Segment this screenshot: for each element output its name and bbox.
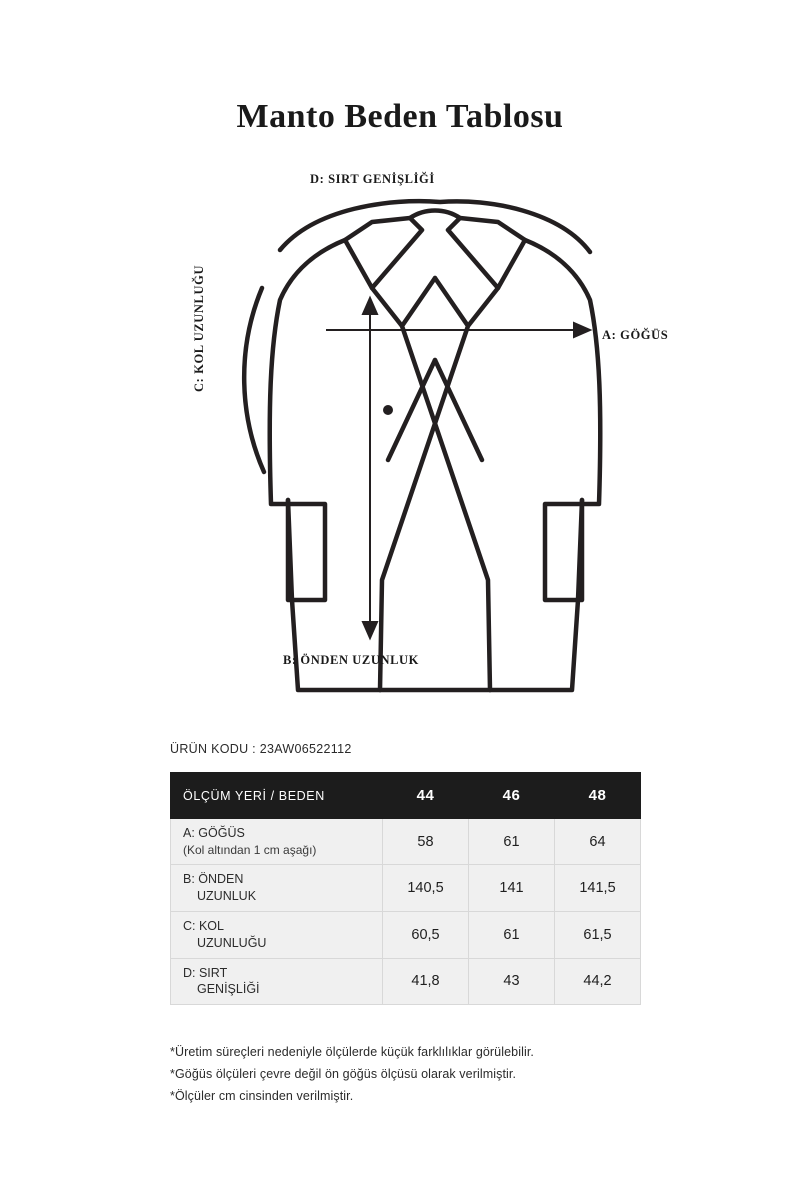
coat-measurement-diagram [140,160,700,700]
row-label-chest [171,819,383,865]
row-label-front-length-cont: UZUNLUK [197,888,257,903]
cell-chest-44: 58 [383,819,469,865]
cell-sleeve-length-46: 61 [469,911,555,958]
cell-sleeve-length-44: 60,5 [383,911,469,958]
note-2: *Göğüs ölçüleri çevre değil ön göğüs ölçüsü olarak verilmiştir. [170,1066,517,1081]
product-code: ÜRÜN KODU : 23AW06522112 [170,742,352,756]
row-label-chest-main: A: GÖĞÜS [183,826,245,840]
cell-chest-48: 64 [555,819,641,865]
row-label-sleeve-length [171,911,383,958]
table-header-measurement: ÖLÇÜM YERİ / BEDEN [171,773,383,819]
size-table [170,772,641,1005]
note-1: *Üretim süreçleri nedeniyle ölçülerde küçük farklılıklar görülebilir. [170,1045,534,1059]
label-back-width: D: SIRT GENİŞLİĞİ [310,172,435,186]
cell-back-width-44: 41,8 [383,958,469,1005]
label-front-length: B: ÖNDEN UZUNLUK [283,653,419,667]
label-chest: A: GÖĞÜS [602,328,669,342]
cell-front-length-44: 140,5 [383,865,469,912]
table-row [171,958,641,1005]
row-label-sleeve-length-cont: UZUNLUĞU [197,935,267,950]
coat-illustration [140,160,700,700]
row-label-chest-sub: (Kol altından 1 cm aşağı) [183,842,317,857]
row-label-front-length [171,865,383,912]
table-row [171,865,641,912]
row-label-back-width-main: D: SIRT [183,965,228,980]
table-header-row [171,773,641,819]
note-3: *Ölçüler cm cinsinden verilmiştir. [170,1088,354,1103]
row-label-back-width [171,958,383,1005]
arrow-head-front-length [363,622,377,638]
row-label-front-length-main: B: ÖNDEN [183,872,244,887]
cell-front-length-48: 141,5 [555,865,641,912]
table-header-size-46: 46 [469,773,555,819]
coat-button [383,405,393,415]
row-label-sleeve-length-main: C: KOL [183,918,224,933]
table-header-size-48: 48 [555,773,641,819]
label-sleeve-length: C: KOL UZUNLUĞU [192,264,206,392]
cell-back-width-46: 43 [469,958,555,1005]
arrow-head-chest [574,323,590,337]
table-header-size-44: 44 [383,773,469,819]
cell-back-width-48: 44,2 [555,958,641,1005]
cell-chest-46: 61 [469,819,555,865]
cell-front-length-46: 141 [469,865,555,912]
row-label-back-width-cont: GENİŞLİĞİ [197,982,260,997]
table-row [171,911,641,958]
table-row [171,819,641,865]
notes [170,1042,690,1108]
page-title: Manto Beden Tablosu [236,98,564,135]
cell-sleeve-length-48: 61,5 [555,911,641,958]
